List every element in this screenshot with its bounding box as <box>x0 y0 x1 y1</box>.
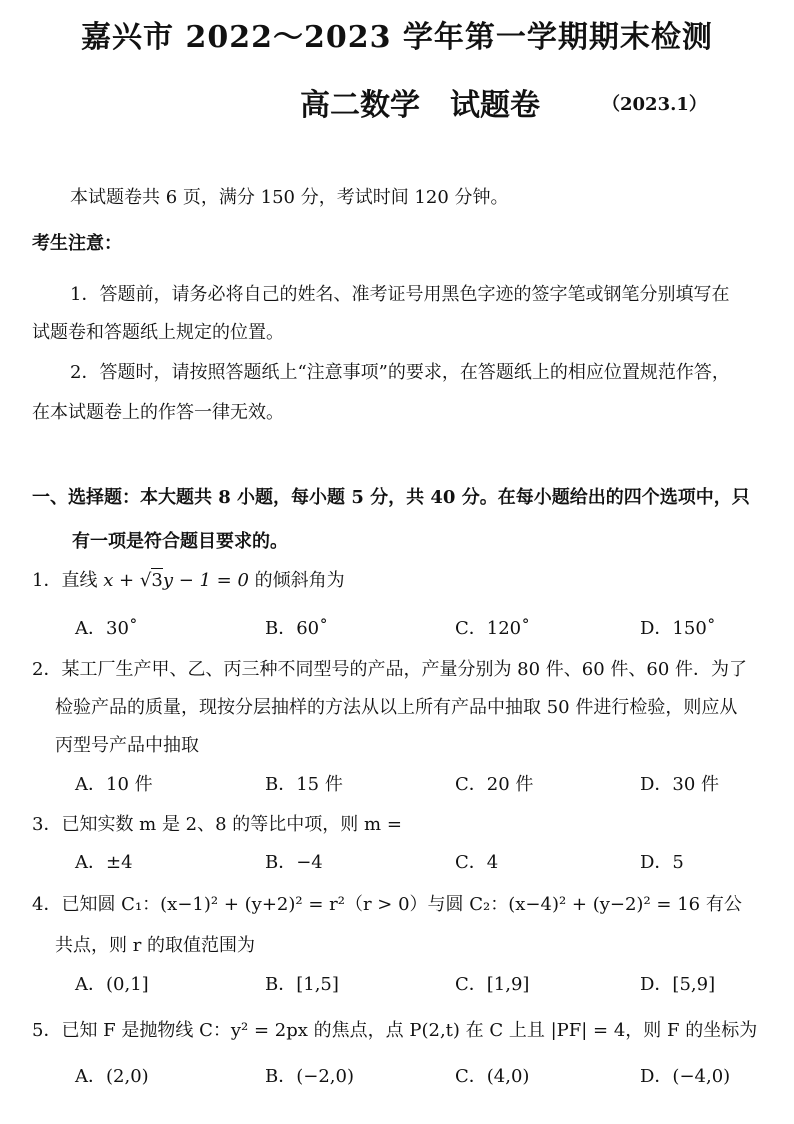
section-1-header-line-1: 一、选择题：本大题共 8 小题，每小题 5 分，共 40 分。在每小题给出的四个选项中，只 <box>32 487 750 508</box>
exam-title: 嘉兴市 2022～2023 学年第一学期期末检测 <box>81 20 713 55</box>
option-d: D．150˚ <box>640 618 716 639</box>
question-4-options <box>0 970 794 996</box>
option-b: B．−4 <box>265 852 323 873</box>
question-number: 1． <box>32 570 62 591</box>
option-c: C．20 件 <box>455 774 534 795</box>
option-c: C．[1,9] <box>455 974 530 995</box>
section-1-header-line-2: 有一项是符合题目要求的。 <box>72 531 288 552</box>
question-text: 直线 <box>61 570 104 591</box>
exam-date: （2023.1） <box>602 94 707 115</box>
question-5-options <box>0 1062 794 1088</box>
option-d: D．30 件 <box>640 774 720 795</box>
option-c: C．120˚ <box>455 618 531 639</box>
math-expression: y − 1 = 0 <box>162 570 249 591</box>
option-a: A．10 件 <box>75 774 153 795</box>
exam-subtitle: 高二数学 试题卷 <box>300 88 540 123</box>
option-d: D．(−4,0) <box>640 1066 731 1087</box>
question-2-line-3: 丙型号产品中抽取 <box>55 735 199 756</box>
question-4-line-1: 4．已知圆 C₁：(x−1)² + (y+2)² = r²（r > 0）与圆 C₂：(x−4)² + (y−2)² = 16 有公 <box>32 894 742 915</box>
option-a: A．(0,1] <box>75 974 149 995</box>
notice-title: 考生注意： <box>32 233 122 254</box>
option-d: D．5 <box>640 852 684 873</box>
question-1-options <box>0 614 794 640</box>
option-b: B．60˚ <box>265 618 329 639</box>
option-b: B．15 件 <box>265 774 343 795</box>
question-3: 3．已知实数 m 是 2、8 的等比中项，则 m = <box>32 814 402 835</box>
question-4-line-2: 共点，则 r 的取值范围为 <box>55 935 256 956</box>
question-2-line-1: 2．某工厂生产甲、乙、丙三种不同型号的产品，产量分别为 80 件、60 件、60 件．为了 <box>32 659 748 680</box>
sqrt-radicand: 3 <box>151 570 163 591</box>
question-1 <box>32 566 345 592</box>
option-c: C．(4,0) <box>455 1066 530 1087</box>
question-text: 的倾斜角为 <box>248 570 345 591</box>
question-2-options <box>0 770 794 796</box>
option-b: B．(−2,0) <box>265 1066 354 1087</box>
option-b: B．[1,5] <box>265 974 339 995</box>
question-3-options <box>0 848 794 874</box>
option-c: C．4 <box>455 852 499 873</box>
option-a: A．(2,0) <box>75 1066 149 1087</box>
question-5: 5．已知 F 是抛物线 C：y² = 2px 的焦点，点 P(2,t) 在 C 上且 |PF| = 4，则 F 的坐标为 <box>32 1020 758 1041</box>
math-expression: x + <box>103 570 140 591</box>
notice-2-line-2: 在本试题卷上的作答一律无效。 <box>32 402 284 423</box>
notice-1-line-2: 试题卷和答题纸上规定的位置。 <box>32 322 284 343</box>
notice-2-line-1: 2．答题时，请按照答题纸上“注意事项”的要求，在答题纸上的相应位置规范作答， <box>70 362 730 383</box>
notice-1-line-1: 1．答题前，请务必将自己的姓名、准考证号用黑色字迹的签字笔或钢笔分别填写在 <box>70 284 730 305</box>
option-a: A．30˚ <box>75 618 138 639</box>
question-2-line-2: 检验产品的质量，现按分层抽样的方法从以上所有产品中抽取 50 件进行检验，则应从 <box>55 697 738 718</box>
sqrt-icon: √ <box>139 570 152 591</box>
option-a: A．±4 <box>75 852 133 873</box>
subtitle-row <box>0 80 794 123</box>
option-d: D．[5,9] <box>640 974 716 995</box>
exam-info: 本试题卷共 6 页，满分 150 分，考试时间 120 分钟。 <box>70 187 509 208</box>
